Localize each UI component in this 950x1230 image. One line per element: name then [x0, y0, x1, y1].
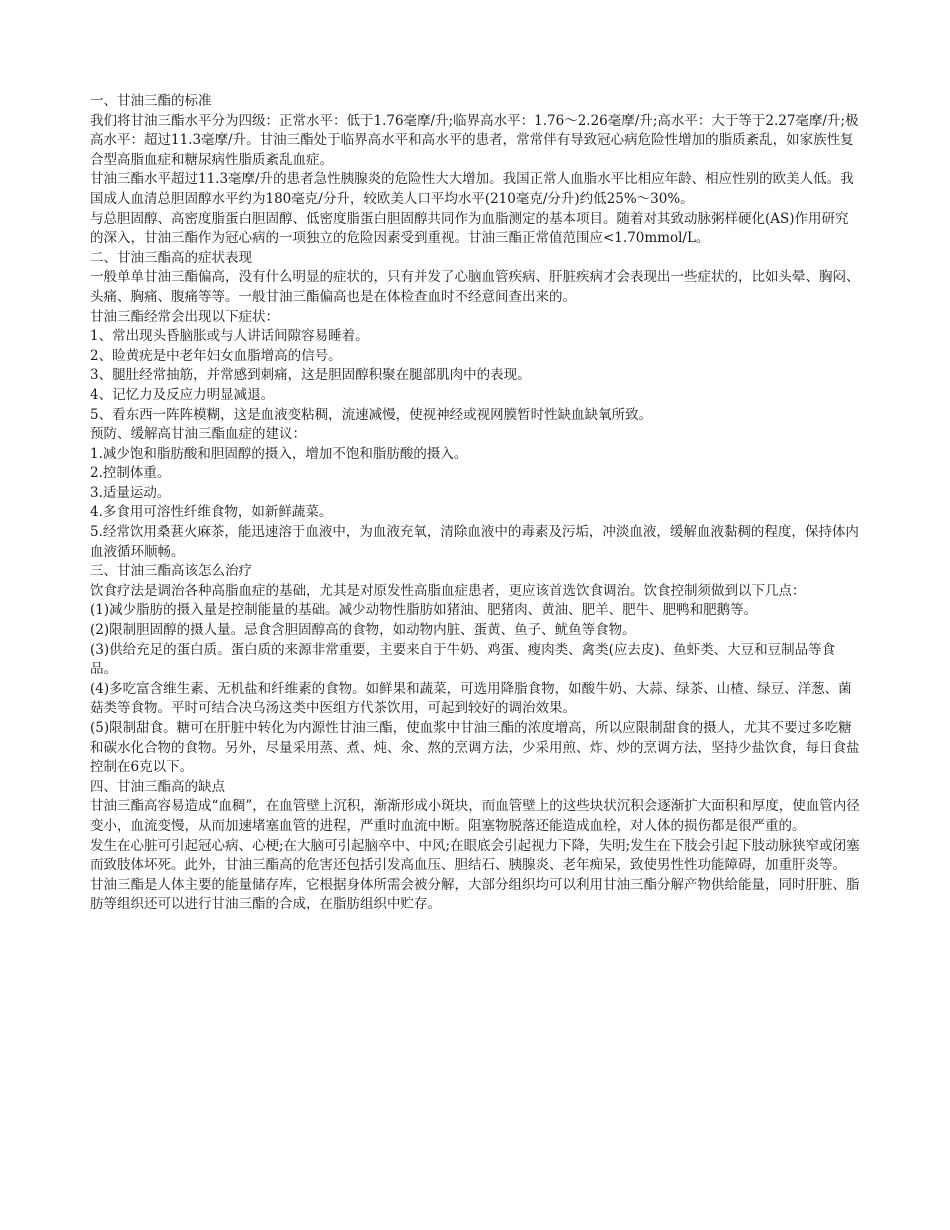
paragraph: 发生在心脏可引起冠心病、心梗;在大脑可引起脑卒中、中风;在眼底会引起视力下降，失明;发生在下肢会引起下肢动脉狭窄或闭塞而致肢体坏死。此外，甘油三酯高的危害还包括引发高血压、胆结石、胰腺炎、老年痴呆，致使男性性功能障碍，加重肝炎等。: [90, 837, 860, 874]
list-item: 3、腿肚经常抽筋，并常感到刺痛，这是胆固醇积聚在腿部肌肉中的表现。: [90, 367, 531, 384]
paragraph: 甘油三酯是人体主要的能量储存库，它根据身体所需会被分解，大部分组织均可以利用甘油三酯分解产物供给能量，同时肝脏、脂肪等组织还可以进行甘油三酯的合成，在脂肪组织中贮存。: [90, 876, 860, 913]
list-item: 1、常出现头昏脑胀或与人讲话间隙容易睡着。: [90, 328, 369, 345]
list-item: 2、睑黄疣是中老年妇女血脂增高的信号。: [90, 347, 342, 364]
paragraph: 甘油三酯水平超过11.3毫摩/升的患者急性胰腺炎的危险性大大增加。我国正常人血脂水平比相应年龄、相应性别的欧美人低。我国成人血清总胆固醇水平约为180毫克/分升，较欧美人口平均水平(210毫克/分升)约低25%～30%。: [90, 171, 854, 207]
list-item: (5)限制甜食。糖可在肝脏中转化为内源性甘油三酯，使血浆中甘油三酯的浓度增高，所以应限制甜食的摄人，尤其不要过多吃糖和碳水化合物的食物。另外，尽量采用蒸、煮、炖、氽、熬的烹调方法，少采用煎、炸、炒的烹调方法，坚持少盐饮食，每日食盐控制在6克以下。: [90, 720, 860, 776]
section-heading: 四、甘油三酯高的缺点: [90, 778, 225, 795]
list-item: (2)限制胆固醇的摄人量。忌食含胆固醇高的食物，如动物内脏、蛋黄、鱼子、鱿鱼等食物。: [90, 622, 636, 639]
list-item: 4.多食用可溶性纤维食物，如新鲜蔬菜。: [90, 504, 333, 521]
section-heading: 二、甘油三酯高的症状表现: [90, 249, 252, 266]
list-item: 5、看东西一阵阵模糊，这是血液变粘稠，流速减慢，使视神经或视网膜暂时性缺血缺氧所致。: [90, 406, 653, 423]
paragraph: 甘油三酯经常会出现以下症状：: [90, 308, 279, 325]
paragraph: 饮食疗法是调治各种高脂血症的基础，尤其是对原发性高脂血症患者，更应该首选饮食调治。饮食控制须做到以下几点：: [90, 582, 806, 599]
list-item: 5.经常饮用桑葚火麻茶，能迅速溶于血液中，为血液充氧，清除血液中的毒素及污垢，冲淡血液，缓解血液黏稠的程度，保持体内血液循环顺畅。: [90, 524, 859, 560]
list-item: 3.适量运动。: [90, 484, 171, 501]
document-body: [90, 92, 860, 915]
list-item: 2.控制体重。: [90, 465, 171, 482]
list-item: (4)多吃富含维生素、无机盐和纤维素的食物。如鲜果和蔬菜，可选用降脂食物，如酸牛奶、大蒜、绿茶、山楂、绿豆、洋葱、菌菇类等食物。平时可结合决乌汤这类中医组方代茶饮用，可起到较好的调治效果。: [90, 680, 852, 717]
paragraph: 预防、缓解高甘油三酯血症的建议：: [90, 426, 306, 443]
list-item: 4、记忆力及反应力明显减退。: [90, 386, 275, 403]
paragraph: 一般单单甘油三酯偏高，没有什么明显的症状的，只有并发了心脑血管疾病、肝脏疾病才会表现出一些症状的，比如头晕、胸闷、头痛、胸痛、腹痛等等。一般甘油三酯偏高也是在体检查血时不经意间查出来的。: [90, 269, 860, 305]
list-item: (3)供给充足的蛋白质。蛋白质的来源非常重要，主要来自于牛奶、鸡蛋、瘦肉类、禽类(应去皮)、鱼虾类、大豆和豆制品等食品。: [90, 641, 836, 678]
section-heading: 一、甘油三酯的标准: [90, 93, 212, 109]
paragraph: 甘油三酯高容易造成“血稠”，在血管壁上沉积，渐渐形成小斑块，而血管壁上的这些块状沉积会逐渐扩大面积和厚度，使血管内径变小，血流变慢，从而加速堵塞血管的进程，严重时血流中断。阻塞物脱落还能造成血栓，对人体的损伤都是很严重的。: [90, 798, 860, 834]
list-item: (1)减少脂肪的摄入量是控制能量的基础。减少动物性脂肪如猪油、肥猪肉、黄油、肥羊、肥牛、肥鸭和肥鹅等。: [90, 602, 758, 619]
section-heading: 三、甘油三酯高该怎么治疗: [90, 563, 252, 580]
list-item: 1.减少饱和脂肪酸和胆固醇的摄入，增加不饱和脂肪酸的摄入。: [90, 445, 468, 462]
paragraph: 我们将甘油三酯水平分为四级：正常水平：低于1.76毫摩/升;临界高水平：1.76～2.26毫摩/升;高水平：大于等于2.27毫摩/升;极高水平：超过11.3毫摩/升。甘油三酯处于临界高水平和高水平的患者，常常伴有导致冠心病危险性增加的脂质紊乱，如家族性复合型高脂血症和糖尿病性脂质紊乱血症。: [90, 112, 859, 168]
paragraph: 与总胆固醇、高密度脂蛋白胆固醇、低密度脂蛋白胆固醇共同作为血脂测定的基本项目。随着对其致动脉粥样硬化(AS)作用研究的深入，甘油三酯作为冠心病的一项独立的危险因素受到重视。甘油三酯正常值范围应<1.70mmol/L。: [90, 210, 849, 247]
